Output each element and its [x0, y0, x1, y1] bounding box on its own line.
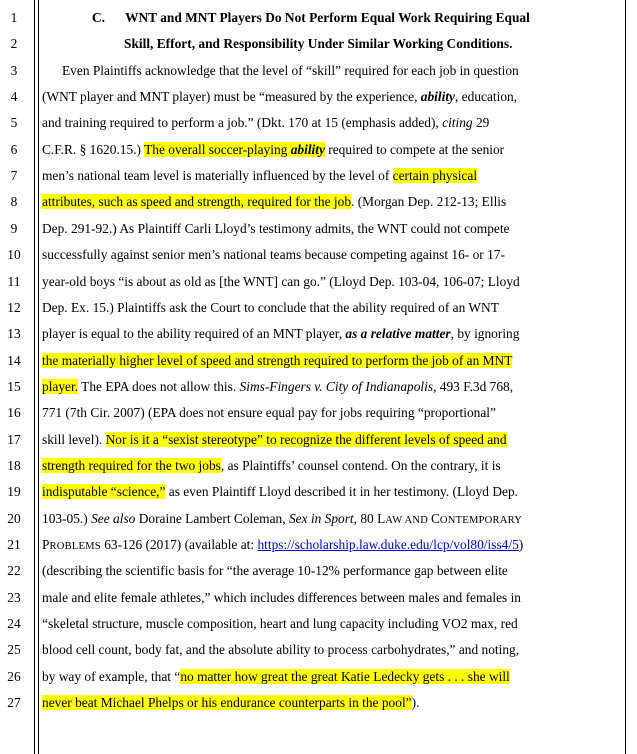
line-number: 14: [7, 352, 21, 368]
line-number: 11: [7, 273, 21, 289]
line-number: 7: [10, 168, 18, 184]
body-text-line: [42, 453, 501, 479]
italic-citation: See also: [91, 510, 136, 526]
body-text-line: [42, 295, 499, 321]
text-segment: Dep. Ex. 15.) Plaintiffs ask the Court to conclude that the ability required of an WNT: [42, 299, 499, 315]
line-number: 12: [7, 299, 21, 315]
line-number: 23: [7, 589, 21, 605]
highlighted-text: Nor is it a “sexist stereotype” to recognize the different levels of speed and: [105, 431, 507, 447]
text-segment: Even Plaintiffs acknowledge that the level of “skill” required for each job in question: [62, 62, 519, 78]
text-segment: men’s national team level is materially influenced by the level of: [42, 168, 393, 184]
highlighted-text: certain physical: [392, 168, 478, 184]
text-segment: required to compete at the senior: [324, 141, 505, 157]
text-segment: C.F.R. § 1620.15.): [42, 141, 145, 157]
text-segment: C. WNT and MNT Players Do Not Perform Equal Work Requiring Equal: [92, 10, 530, 25]
text-segment: by way of example, that “: [42, 668, 181, 684]
body-text-line: [42, 163, 477, 189]
body-text-line: [42, 321, 519, 347]
text-segment: P: [42, 537, 50, 552]
italic-citation: citing: [442, 115, 473, 131]
body-text-line: [42, 216, 510, 242]
body-text-line: [42, 664, 510, 690]
text-segment: , education,: [454, 89, 518, 105]
left-margin-rule: [34, 0, 35, 754]
text-segment: ROBLEMS: [49, 541, 101, 552]
text-segment: , 493 F.3d 768,: [433, 378, 514, 394]
highlighted-text: never beat Michael Phelps or his endurance counterparts in the pool”: [42, 695, 412, 711]
section-heading-line: [124, 31, 512, 57]
line-number: 19: [7, 484, 21, 500]
text-segment: (describing the scientific basis for “the average 10-12% performance gap between elite: [42, 563, 508, 579]
line-number: 2: [10, 36, 18, 52]
body-text-line: [42, 374, 513, 400]
text-segment: blood cell count, body fat, and the absolute ability to process carbohydrates,” and noting,: [42, 642, 520, 658]
text-segment: C: [430, 510, 440, 526]
body-text-line: [42, 242, 505, 268]
line-number: 17: [7, 431, 21, 447]
line-number: 20: [7, 510, 21, 526]
line-number: 1: [10, 10, 18, 25]
italic-citation: Sex in Sport: [288, 510, 354, 526]
body-text-line: [42, 427, 507, 453]
text-segment: 103-05.): [42, 510, 92, 526]
left-margin-rule-inner: [38, 0, 39, 754]
line-number: 24: [7, 616, 21, 632]
text-segment: and training required to perform a job.” (Dkt. 170 at 15 (emphasis added),: [42, 115, 443, 131]
highlighted-text: strength required for the two jobs: [42, 457, 221, 473]
text-segment: skill level).: [42, 431, 106, 447]
line-number: 9: [10, 220, 18, 236]
line-number: 4: [10, 89, 18, 105]
body-text-line: [42, 611, 518, 637]
line-number: 13: [7, 326, 21, 342]
body-text-line: [42, 506, 522, 532]
line-number: 26: [7, 668, 21, 684]
text-segment: Skill, Effort, and Responsibility Under Similar Working Conditions.: [124, 36, 513, 52]
body-text-line: [42, 84, 517, 110]
body-text-line: [42, 479, 518, 505]
text-segment: Dep. 291-92.) As Plaintiff Carli Lloyd’s testimony admits, the WNT could not compete: [42, 220, 510, 236]
text-segment: , by ignoring: [450, 326, 520, 342]
text-segment: AW AND: [385, 514, 431, 526]
body-text-line: [62, 58, 519, 84]
line-number: 27: [7, 695, 21, 711]
line-number: 15: [7, 378, 21, 394]
text-segment: 771 (7th Cir. 2007) (EPA does not ensure equal pay for jobs requiring “proportional”: [42, 405, 496, 421]
text-segment: year-old boys “is about as old as [the WNT] can go.” (Lloyd Dep. 103-04, 106-07; Lloyd: [42, 273, 520, 289]
line-number: 8: [10, 194, 18, 210]
line-number: 25: [7, 642, 21, 658]
right-margin-rule: [625, 0, 626, 754]
text-segment: . (Morgan Dep. 212-13; Ellis: [351, 194, 507, 210]
line-number: 3: [10, 62, 18, 78]
highlighted-text: The overall soccer-playing: [144, 141, 291, 157]
body-text-line: [42, 348, 512, 374]
line-number: 18: [7, 457, 21, 473]
text-segment: 29: [472, 115, 490, 131]
text-segment: ).: [411, 695, 420, 711]
text-segment: as even Plaintiff Lloyd described it in her testimony. (Lloyd Dep.: [165, 484, 518, 500]
text-segment: 63-126 (2017) (available at:: [100, 537, 258, 552]
line-number: 6: [10, 141, 18, 157]
section-heading-line: [92, 5, 530, 31]
highlighted-text: no matter how great the great Katie Ledecky gets . . . she will: [180, 668, 510, 684]
body-text-line: [42, 269, 520, 295]
citation-link[interactable]: https://scholarship.law.duke.edu/lcp/vol80/iss4/5: [257, 537, 519, 552]
body-text-line: [42, 189, 506, 215]
text-segment: male and elite female athletes,” which includes differences between males and females in: [42, 589, 522, 605]
body-text-line: [42, 690, 419, 716]
emphasis-text: ability: [420, 89, 455, 105]
body-text-line: [42, 110, 489, 136]
text-segment: The EPA does not allow this.: [78, 378, 240, 394]
line-number: 5: [10, 115, 18, 131]
text-segment: , as Plaintiffs’ counsel contend. On the contrary, it is: [220, 457, 501, 473]
body-text-line: [42, 137, 504, 163]
emphasis-text: as a relative matter: [345, 326, 451, 342]
text-segment: “skeletal structure, muscle composition, heart and lung capacity including VO2 max, red: [42, 616, 518, 632]
highlighted-text: player.: [42, 378, 79, 394]
text-segment: ONTEMPORARY: [439, 514, 523, 526]
line-number: 10: [7, 247, 21, 263]
text-segment: Doraine Lambert Coleman,: [135, 510, 289, 526]
line-number: 16: [7, 405, 21, 421]
highlighted-text: indisputable “science,”: [42, 484, 166, 500]
line-number: 22: [7, 563, 21, 579]
highlighted-text: ability: [290, 141, 325, 157]
body-text-line: [42, 532, 523, 558]
text-segment: ): [518, 537, 524, 552]
line-number: 21: [7, 537, 21, 552]
text-segment: (WNT player and MNT player) must be “measured by the experience,: [42, 89, 421, 105]
body-text-line: [42, 585, 521, 611]
body-text-line: [42, 637, 519, 663]
body-text-line: [42, 558, 508, 584]
text-segment: player is equal to the ability required of an MNT player,: [42, 326, 346, 342]
highlighted-text: attributes, such as speed and strength, required for the job: [42, 194, 352, 210]
highlighted-text: the materially higher level of speed and strength required to perform the job of an MNT: [42, 352, 513, 368]
text-segment: successfully against senior men’s national teams because competing against 16- or 17-: [42, 247, 505, 263]
text-segment: , 80 L: [353, 510, 386, 526]
body-text-line: [42, 400, 496, 426]
italic-citation: Sims-Fingers v. City of Indianapolis: [239, 378, 434, 394]
